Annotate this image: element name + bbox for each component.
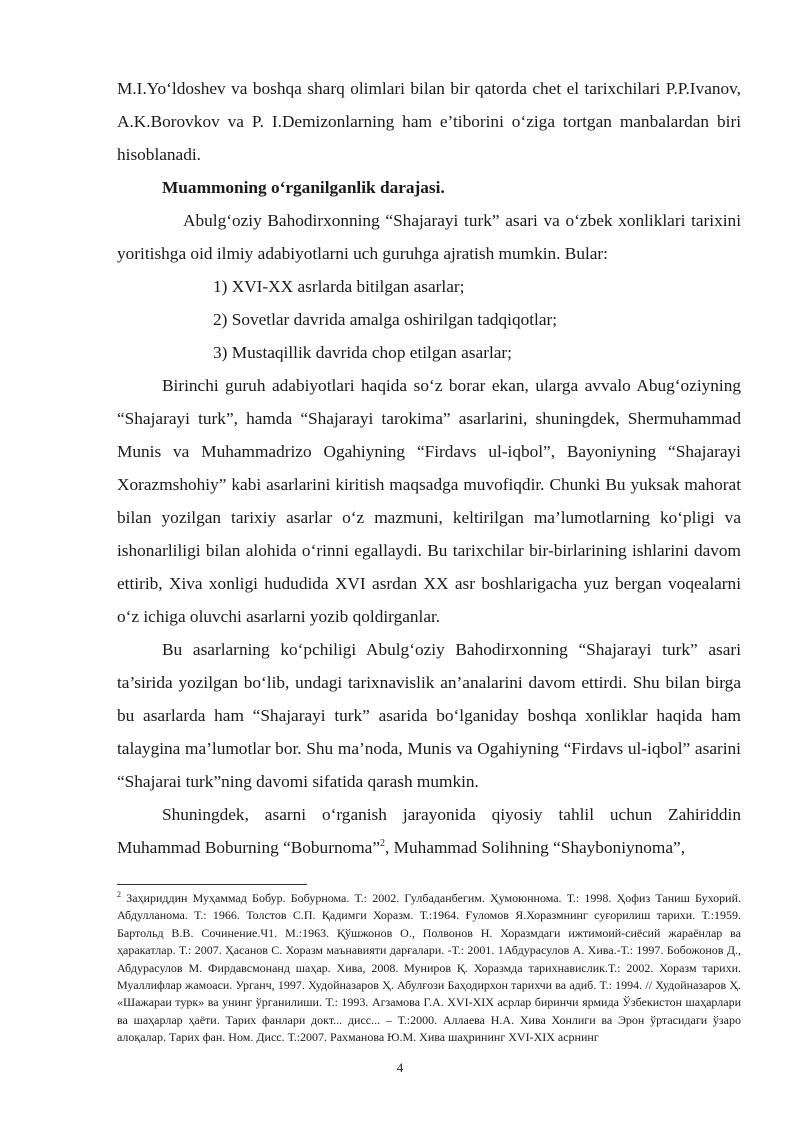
list-item-2: 2) Sovetlar davrida amalga oshirilgan tadqiqotlar; xyxy=(213,310,558,329)
footnote-text: Заҳириддин Муҳаммад Бобур. Бобурнома. Т.: 2002. Гулбаданбегим. Ҳумоюннома. Т.: 1998. Ҳофиз Таниш Бухорий. Абдулланома. Т.: 1966. Толстов С.П. Қадимги Хоразм. Т.:1964. Ғуломов Я.Хоразмнинг суғорилиш тарихи. Т.:1959. Бартольд В.В. Сочинение.Ч1. М.:1963. Қўшжонов О., Полвонов Н. Хоразмдаги ижтимоий-сиёсий жараёнлар ва ҳаракатлар. Т.: 2007. Ҳасанов С. Хоразм маънавияти дарғалари. -Т.: 2001. 1Абдурасулов А. Хива.-Т.: 1997. Бобожонов Д., Абдурасулов М. Фирдавсмонанд шаҳар. Хива, 2008. Муниров Қ. Хоразмда тарихнавислик.Т.: 2002. Хоразм тарихи. Муаллифлар жамоаси. Урганч, 1997. Худойназаров Ҳ. Абулғози Баҳодирхон тарихчи ва адиб. Т.: 1994. // Худойназаров Ҳ. «Шажараи турк» ва унинг ўрганилиши. Т.: 1993. Агзамова Г.А. XVI-XIX асрлар биринчи ярмида Ўзбекистон шаҳарлари ва шаҳарлар ҳаёти. Тарих фанлари докт... дисс... – Т.:2000. Аллаева Н.А. Хива Хонлиги ва Эрон ўртасидаги ўзаро алоқалар. Тарих фан. Ном. Дисс. Т.:2007. Рахманова Ю.М. Хива шаҳрининг XVI-XIX асрнинг xyxy=(117,891,741,1045)
paragraph-comparative xyxy=(117,798,741,864)
page-body xyxy=(117,72,741,864)
page-number: 4 xyxy=(396,1060,404,1075)
paragraph-comparative-a: Shuningdek, asarni o‘rganish jarayonida qiyosiy tahlil uchun Zahiriddin Muhammad Boburning “Boburnoma” xyxy=(117,805,741,857)
footnote-ref[interactable]: 2 xyxy=(380,838,386,850)
footnote-divider xyxy=(117,884,307,885)
paragraph-first-group: Birinchi guruh adabiyotlari haqida so‘z borar ekan, ularga avvalo Abug‘oziyning “Shajarayi turk”, hamda “Shajarayi tarokima” asarlarini, shuningdek, Shermuhammad Munis va Muhammadrizo Ogahiyning “Firdavs ul-iqbol”, Bayoniyning “Shajarayi Xorazmshohiy” kabi asarlarini kiritish maqsadga muvofiqdir. Chunki Bu yuksak mahorat bilan yozilgan tarixiy asarlar o‘z mazmuni, keltirilgan ma’lumotlarning ko‘pligi va ishonarliligi bilan alohida o‘rinni egallaydi. Bu tarixchilar bir-birlarining ishlarini davom ettirib, Xiva xonligi hududida XVI asrdan XX asr boshlarigacha yuz bergan voqealarni o‘z ichiga oluvchi asarlarni yozib qoldirganlar. xyxy=(117,376,741,626)
footnote-mark: 2 xyxy=(117,890,121,899)
list-item-1: 1) XVI-XX asrlarda bitilgan asarlar; xyxy=(213,277,465,296)
paragraph-influence: Bu asarlarning ko‘pchiligi Abulg‘oziy Bahodirxonning “Shajarayi turk” asari ta’sirida yozilgan bo‘lib, undagi tarixnavislik an’analarini davom ettirdi. Shu bilan birga bu asarlarda ham “Shajarayi turk” asarida bo‘lganiday boshqa xonliklar haqida ham talaygina ma’lumotlar bor. Shu ma’noda, Munis va Ogahiyning “Firdavs ul-iqbol” asarini “Shajarai turk”ning davomi sifatida qarash mumkin. xyxy=(117,640,741,791)
paragraph-comparative-b: , Muhammad Solihning “Shayboniynoma”, xyxy=(385,838,686,857)
section-heading: Muammoning o‘rganilganlik darajasi. xyxy=(162,178,445,197)
footnote xyxy=(117,890,741,1047)
paragraph-groups: Abulg‘oziy Bahodirxonning “Shajarayi turk” asari va o‘zbek xonliklari tarixini yoritishga oid ilmiy adabiyotlarni uch guruhga ajratish mumkin. Bular: xyxy=(117,211,741,263)
list-item-3: 3) Mustaqillik davrida chop etilgan asarlar; xyxy=(213,343,512,362)
paragraph-intro: M.I.Yo‘ldoshev va boshqa sharq olimlari bilan bir qatorda chet el tarixchilari P.P.Ivanov, A.K.Borovkov va P. I.Demizonlarning ham e’tiborini o‘ziga tortgan manbalardan biri hisoblanadi. xyxy=(117,79,741,164)
